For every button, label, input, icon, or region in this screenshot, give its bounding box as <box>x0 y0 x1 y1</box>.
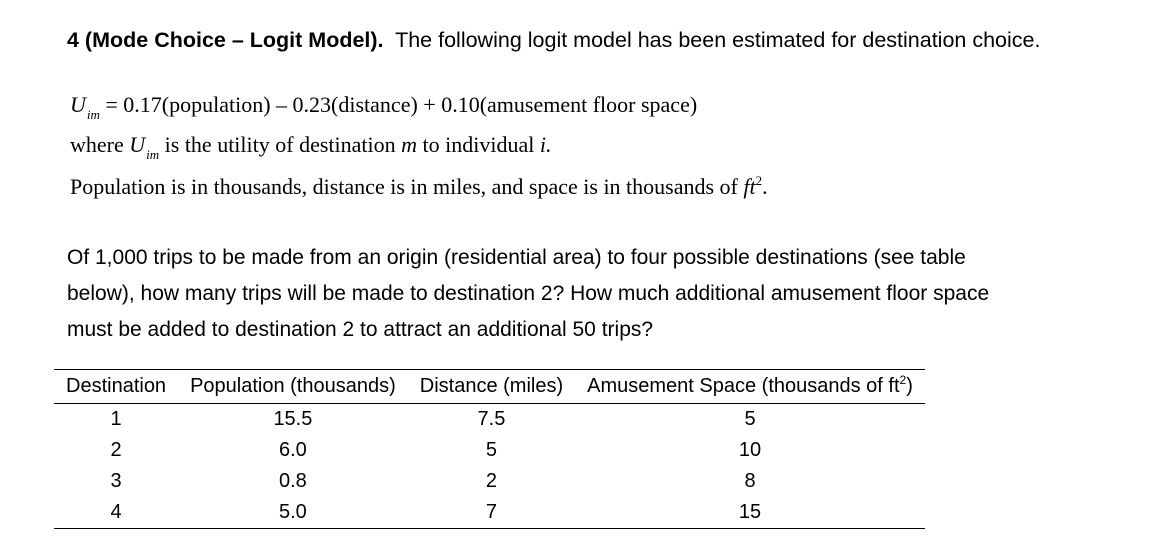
paragraph-line: must be added to destination 2 to attract an additional 50 trips? <box>67 318 654 341</box>
question-paragraph <box>67 240 1137 348</box>
where-text: where <box>70 132 124 157</box>
utility-equation <box>70 92 698 122</box>
problem-heading <box>67 28 1040 53</box>
cell-destination: 4 <box>54 497 178 529</box>
cell-population: 15.5 <box>273 408 313 430</box>
header-distance: Distance (miles) <box>408 370 575 404</box>
units-line <box>70 174 768 200</box>
table-row <box>54 466 925 497</box>
table-row <box>54 435 925 466</box>
i-symbol: i. <box>539 132 552 157</box>
equation-rhs: = 0.17(population) – 0.23(distance) + 0.10(amusement floor space) <box>105 92 698 117</box>
cell-population: 6.0 <box>279 439 307 461</box>
utility-symbol: U <box>70 92 86 117</box>
table-header-row <box>54 370 925 404</box>
paragraph-line: below), how many trips will be made to destination 2? How much additional amusement floor space <box>67 282 990 305</box>
cell-population: 5.0 <box>178 497 408 529</box>
cell-amusement: 5 <box>744 408 756 430</box>
header-population: Population (thousands) <box>178 370 408 404</box>
units-text: Population is in thousands, distance is in miles, and space is in thousands of <box>70 174 738 199</box>
cell-distance: 5 <box>485 439 497 461</box>
cell-distance: 7.5 <box>477 408 506 430</box>
utility-subscript: im <box>86 107 100 122</box>
cell-amusement: 8 <box>744 470 756 492</box>
problem-number-title: 4 (Mode Choice – Logit Model). <box>67 28 384 52</box>
problem-intro: The following logit model has been estimated for destination choice. <box>395 28 1041 52</box>
cell-destination: 3 <box>110 470 122 492</box>
utility-subscript-inline: im <box>146 147 160 162</box>
cell-destination: 1 <box>110 408 122 430</box>
where-line <box>70 132 552 162</box>
cell-distance: 7 <box>408 497 575 529</box>
cell-amusement: 15 <box>575 497 925 529</box>
destination-table <box>54 369 925 529</box>
header-amusement <box>575 370 925 404</box>
utility-symbol-inline: U <box>129 132 146 157</box>
cell-amusement: 10 <box>738 439 762 461</box>
table-row <box>54 404 925 436</box>
m-symbol: m <box>401 132 418 157</box>
where-desc-2: to individual <box>422 132 535 157</box>
header-amusement-exp: 2 <box>899 373 907 387</box>
where-desc: is the utility of destination <box>164 132 396 157</box>
header-amusement-end: ) <box>906 375 913 397</box>
cell-destination: 2 <box>110 439 122 461</box>
cell-population: 0.8 <box>279 470 307 492</box>
table-row <box>54 497 925 529</box>
header-destination: Destination <box>54 370 178 404</box>
cell-distance: 2 <box>485 470 497 492</box>
header-amusement-text: Amusement Space (thousands of ft <box>587 375 900 397</box>
paragraph-line: Of 1,000 trips to be made from an origin (residential area) to four possible destinations (see table <box>67 246 966 269</box>
units-period: . <box>762 174 768 199</box>
ft-exponent: 2 <box>755 173 763 188</box>
ft-symbol: ft <box>743 174 756 199</box>
